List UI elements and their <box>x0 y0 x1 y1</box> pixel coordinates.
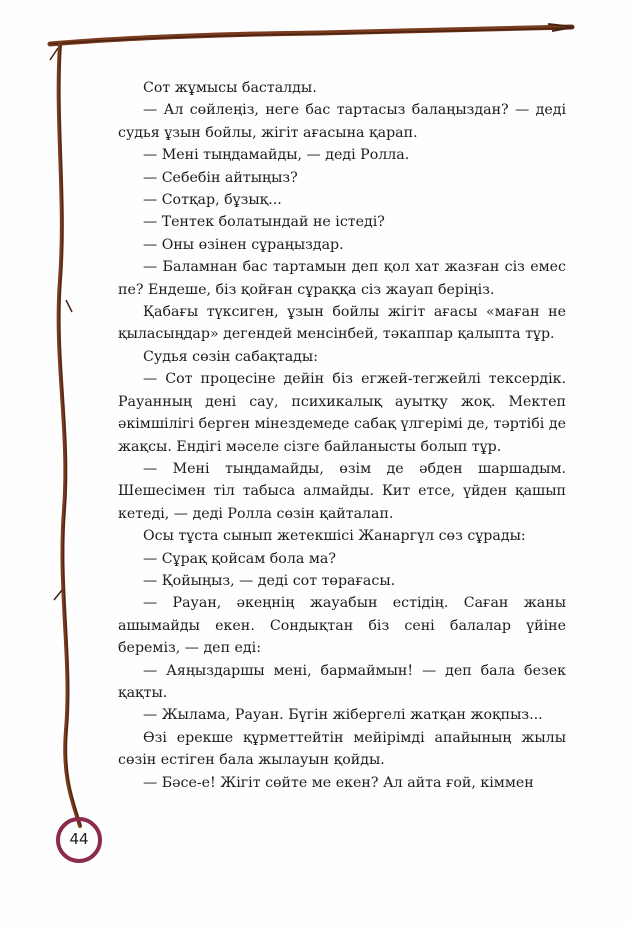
paragraph: — Ал сөйлеңіз, неге бас тартасыз балаңыздан? — деді судья ұзын бойлы, жігіт ағасына қарап. <box>118 102 566 141</box>
paragraph: — Жылама, Рауан. Бүгін жібергелі жатқан жоқпыз... <box>143 707 543 724</box>
paragraph: Сот жұмысы басталды. <box>143 80 317 96</box>
paragraph: Судья сөзін сабақтады: <box>143 348 318 365</box>
paragraph: Осы тұста сынып жетекшісі Жанаргүл сөз сұрады: <box>143 528 526 545</box>
paragraph: — Баламнан бас тартамын деп қол хат жазған сіз емес пе? Ендеше, біз қойған сұраққа сіз жауап беріңіз. <box>118 259 566 298</box>
paragraph: — Себебін айтыңыз? <box>143 169 298 186</box>
paragraph: — Аяңыздаршы мені, бармаймын! — деп бала безек қақты. <box>118 662 566 701</box>
paragraph: — Сотқар, бұзық... <box>143 192 282 209</box>
paragraph: — Сұрақ қойсам бола ма? <box>143 550 336 567</box>
paragraph: — Оны өзінен сұраңыздар. <box>143 236 344 253</box>
page-number: 44 <box>69 830 89 848</box>
paragraph: — Рауан, әкеңнің жауабын естідің. Саған жаны ашымайды екен. Сондықтан біз сені балалар үйіне береміз, — деп еді: <box>118 595 566 657</box>
paragraph: — Мені тыңдамайды, өзім де әбден шаршадым. Шешесімен тіл табыса алмайды. Кит етсе, үйден қашып кетеді, — деді Ролла сөзін қайталап. <box>118 460 566 522</box>
paragraph: — Сот процесіне дейін біз егжей-тегжейлі тексердік. Рауанның дені сау, психикалық ауытқу жоқ. Мектеп әкімшілігі берген мінездемеде сабақ үлгерімі де, тәртібі де жақсы. Ендігі мәселе сізге байланысты болып тұр. <box>118 371 566 455</box>
paragraph: — Қойыңыз, — деді сот төрағасы. <box>143 572 396 589</box>
paragraph: — Мені тыңдамайды, — деді Ролла. <box>143 147 410 164</box>
paragraph: Қабағы түксиген, ұзын бойлы жігіт ағасы «маған не қыласыңдар» дегендей менсінбей, тәкаппар қалыпта тұр. <box>118 304 566 343</box>
paragraph: Өзі ерекше құрметтейтін мейірімді апайының жылы сөзін естіген бала жылауын қойды. <box>118 729 566 769</box>
paragraph: — Тентек болатындай не істеді? <box>143 214 385 231</box>
paragraph: — Бәсе-е! Жігіт сөйте ме екен? Ал айта ғой, кіммен <box>143 774 534 791</box>
body-text <box>118 77 566 794</box>
